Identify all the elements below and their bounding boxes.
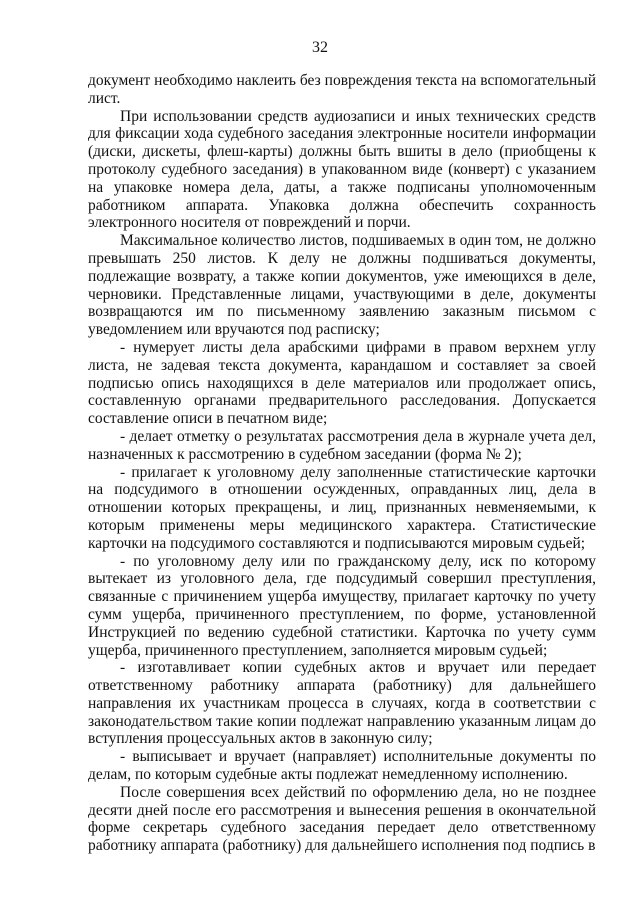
- list-item: - нумерует листы дела арабскими цифрами в правом верхнем углу листа, не задевая текста документа, карандашом и составляет за своей подписью опись находящихся в деле материалов или продолжает опись, составленную органами предварительного расследования. Допускается составление описи в печатном виде;: [88, 338, 596, 428]
- paragraph: После совершения всех действий по оформлению дела, но не позднее десяти дней после его рассмотрения и вынесения решения в окончательной форме секретарь судебного заседания передает дело ответственному работнику аппарата (работнику) для дальнейшего исполнения под подпись в: [88, 783, 596, 855]
- list-item: - делает отметку о результатах рассмотрения дела в журнале учета дел, назначенных к рассмотрению в судебном заседании (форма № 2);: [88, 427, 596, 463]
- list-item: - по уголовному делу или по гражданскому делу, иск по которому вытекает из уголовного дела, где подсудимый совершил преступления, связанные с причинением ущерба имуществу, прилагает карточку по учету сумм ущерба, причиненного преступлением, по форме, установленной Инструкцией по ведению судебной статистики. Карточка по учету сумм ущерба, причиненного преступлением, заполняется мировым судьей;: [88, 552, 596, 659]
- document-body: [88, 72, 596, 855]
- list-item: - выписывает и вручает (направляет) исполнительные документы по делам, по которым судебные акты подлежат немедленному исполнению.: [88, 748, 596, 784]
- paragraph: документ необходимо наклеить без повреждения текста на вспомогательный лист.: [88, 72, 596, 107]
- list-item: - прилагает к уголовному делу заполненные статистические карточки на подсудимого в отношении осужденных, оправданных лиц, дела в отношении которых прекращены, и лиц, признанных невменяемыми, к которым применены меры медицинского характера. Статистические карточки на подсудимого составляются и подписываются мировым судьей;: [88, 463, 596, 552]
- paragraph: Максимальное количество листов, подшиваемых в один том, не должно превышать 250 листов. К делу не должны подшиваться документы, подлежащие возврату, а также копии документов, уже имеющихся в деле, черновики. Представленные лицами, участвующими в деле, документы возвращаются им по письменному заявлению заказным письмом с уведомлением или вручаются под расписку;: [88, 232, 596, 339]
- page-number: 32: [312, 39, 328, 56]
- list-item: - изготавливает копии судебных актов и вручает или передает ответственному работнику аппарата (работнику) для дальнейшего направления их участникам процесса в случаях, когда в соответствии с законодательством такие копии подлежат направлению указанным лицам до вступления процессуальных актов в законную силу;: [88, 659, 596, 748]
- paragraph: При использовании средств аудиозаписи и иных технических средств для фиксации хода судебного заседания электронные носители информации (диски, дискеты, флеш-карты) должны быть вшиты в дело (приобщены к протоколу судебного заседания) в упакованном виде (конверт) с указанием на упаковке номера дела, даты, а также подписаны уполномоченным работником аппарата. Упаковка должна обеспечить сохранность электронного носителя от повреждений и порчи.: [88, 107, 596, 232]
